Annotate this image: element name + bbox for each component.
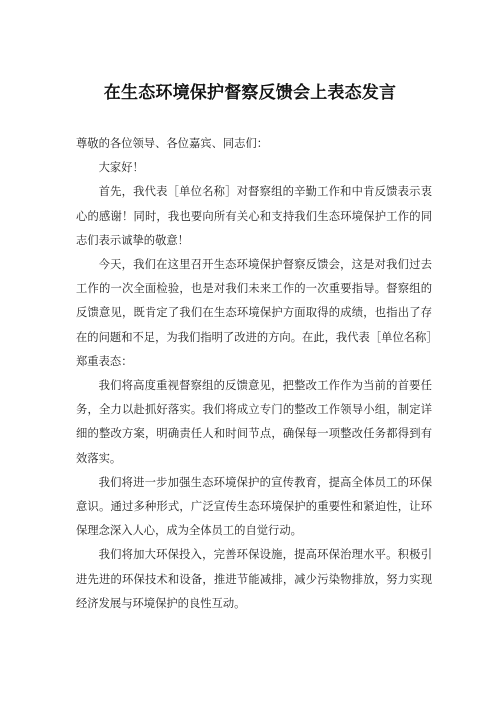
paragraph-commitment-rectification: 我们将高度重视督察组的反馈意见，把整改工作作为当前的首要任务，全力以赴抓好落实。我们将成立专门的整改工作领导小组，制定详细的整改方案，明确责任人和时间节点，确保每一项整改任务都得到有效落实。	[76, 379, 432, 465]
paragraph-thanks: 首先，我代表［单位名称］对督察组的辛勤工作和中肯反馈表示衷心的感谢！同时，我也要向所有关心和支持我们生态环境保护工作的同志们表示诚挚的敬意！	[76, 185, 432, 247]
paragraph-commitment-investment: 我们将加大环保投入，完善环保设施，提高环保治理水平。积极引进先进的环保技术和设备，推进节能减排，减少污染物排放，努力实现经济发展与环境保护的良性互动。	[76, 548, 432, 610]
document-title: 在生态环境保护督察反馈会上表态发言	[103, 83, 397, 103]
paragraph-greeting: 大家好！	[98, 161, 144, 175]
paragraph-introduction: 今天，我们在这里召开生态环境保护督察反馈会，这是对我们过去工作的一次全面检验，也是对我们未来工作的一次重要指导。督察组的反馈意见，既肯定了我们在生态环境保护方面取得的成绩，也指出了存在的问题和不足，为我们指明了改进的方向。在此，我代表［单位名称］郑重表态：	[76, 258, 432, 368]
salutation: 尊敬的各位领导、各位嘉宾、同志们：	[76, 137, 269, 150]
paragraph-commitment-education: 我们将进一步加强生态环境保护的宣传教育，提高全体员工的环保意识。通过多种形式，广泛宣传生态环境保护的重要性和紧迫性，让环保理念深入人心，成为全体员工的自觉行动。	[76, 475, 432, 538]
document-body	[76, 132, 432, 616]
